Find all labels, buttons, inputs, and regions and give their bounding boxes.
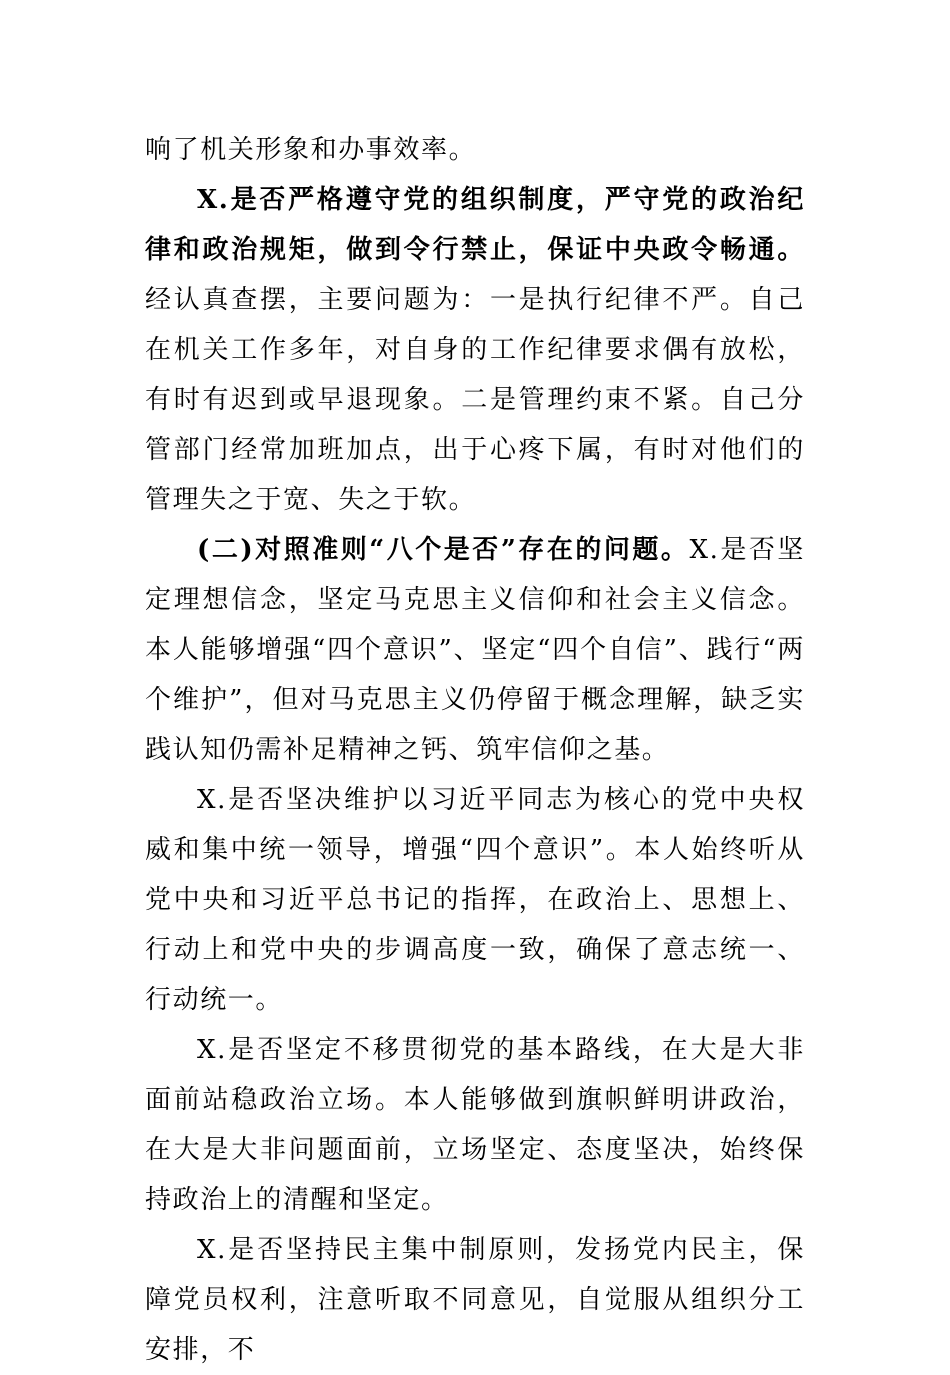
paragraph-3-heading: (二)对照准则“八个是否”存在的问题。	[197, 535, 690, 565]
paragraph-2-text: 经认真查摆，主要问题为：一是执行纪律不严。自己在机关工作多年，对自身的工作纪律要求偶有放松，有时有迟到或早退现象。二是管理约束不紧。自己分管部门经常加班加点，出于心疼下属，有时对他们的管理失之于宽、失之于软。	[145, 285, 805, 515]
paragraph-5	[145, 1025, 805, 1225]
paragraph-4-text: X.是否坚决维护以习近平同志为核心的党中央权威和集中统一领导，增强“四个意识”。本人始终听从党中央和习近平总书记的指挥，在政治上、思想上、行动上和党中央的步调高度一致，确保了意志统一、行动统一。	[145, 785, 805, 1015]
paragraph-3-text: X.是否坚定理想信念，坚定马克思主义信仰和社会主义信念。本人能够增强“四个意识”、坚定“四个自信”、践行“两个维护”，但对马克思主义仍停留于概念理解，缺乏实践认知仍需补足精神之钙、筑牢信仰之基。	[145, 535, 805, 765]
paragraph-3	[145, 525, 805, 775]
paragraph-1-text: 响了机关形象和办事效率。	[145, 135, 477, 165]
paragraph-6-text: X.是否坚持民主集中制原则，发扬党内民主，保障党员权利，注意听取不同意见，自觉服从组织分工安排，不	[145, 1235, 805, 1365]
paragraph-5-text: X.是否坚定不移贯彻党的基本路线，在大是大非面前站稳政治立场。本人能够做到旗帜鲜明讲政治，在大是大非问题面前，立场坚定、态度坚决，始终保持政治上的清醒和坚定。	[145, 1035, 805, 1215]
paragraph-2-heading: X.是否严格遵守党的组织制度，严守党的政治纪律和政治规矩，做到令行禁止，保证中央政令畅通。	[145, 185, 805, 265]
body-text	[145, 125, 805, 1375]
paragraph-2	[145, 175, 805, 525]
paragraph-4	[145, 775, 805, 1025]
paragraph-1	[145, 125, 805, 175]
paragraph-6	[145, 1225, 805, 1375]
